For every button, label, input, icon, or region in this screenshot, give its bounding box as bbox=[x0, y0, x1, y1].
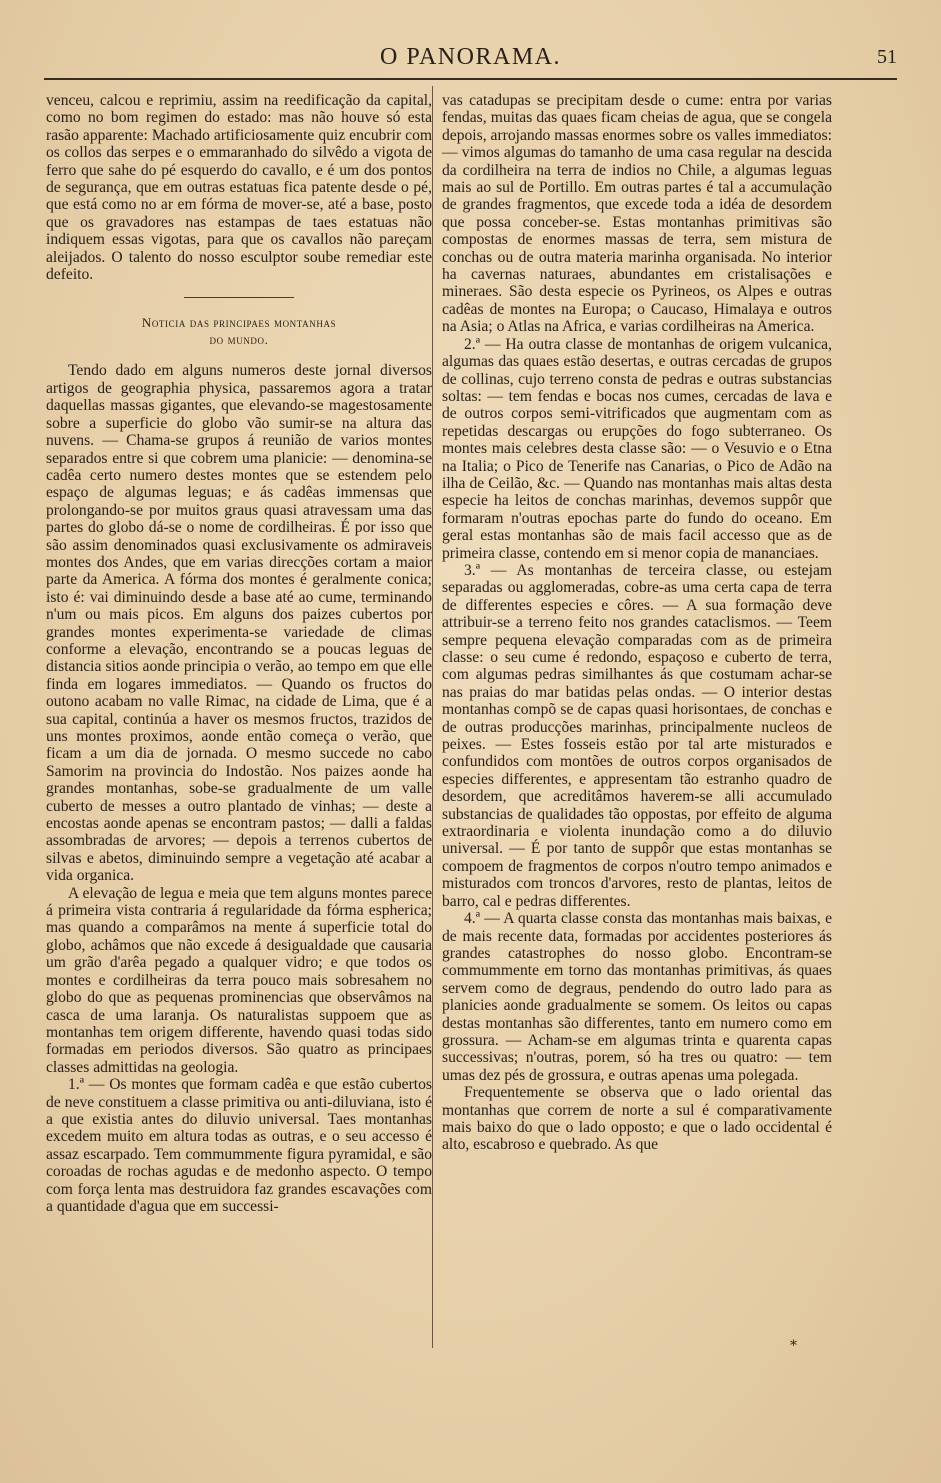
heading-line: Noticia das principaes montanhas bbox=[141, 315, 337, 331]
paragraph: 2.ª — Ha outra classe de montanhas de origem vulcanica, algumas das quaes estão desertas, e outras cercadas de grupos de collinas, cujo terreno consta de pedras e outras substancias soltas: — tem fendas e bocas nos cumes, cercadas de lava e de outros corpos semi-vitrificados que augmentam com as repetidas descargas ou erupções do fogo subterraneo. Os montes mais celebres desta classe são: — o Vesuvio e o Etna na Italia; o Pico de Tenerife nas Canarias, o Pico de Adão na ilha de Ceilão, &c. — Quando nas montanhas mais altas desta especie ha leitos de conchas marinhas, devemos suppôr que formaram n'outras epochas parte do fundo do oceano. Em geral estas montanhas são de mais facil accesso que as de primeira classe, contendo em si menor copia de mananciaes. bbox=[442, 335, 832, 562]
column-divider bbox=[432, 86, 433, 1348]
page-number: 51 bbox=[877, 46, 897, 68]
paragraph: 1.ª — Os montes que formam cadêa e que estão cubertos de neve constituem a classe primitiva ou anti-diluviana, isto é a que existia antes do diluvio universal. Taes montanhas excedem muito em altura todas as outras, e o seu accesso é assaz escarpado. Tem commummente figura pyramidal, e são coroadas de rochas agudas e de medonho aspecto. O tempo com força lenta mas destruidora faz grandes escavações com a quantidade d'agua que em successi- bbox=[46, 1076, 432, 1215]
signature-mark: * bbox=[790, 1338, 797, 1354]
article-heading bbox=[46, 314, 432, 348]
paragraph: 3.ª — As montanhas de terceira classe, ou estejam separadas ou agglomeradas, cobre-as uma certa capa de terra de differentes especies e côres. — A sua formação deve attribuir-se a terreno feito nos grandes cataclismos. — Teem sempre pequena elevação comparadas com as de primeira classe: o seu cume é redondo, espaçoso e cuberto de terra, com algumas pedras similhantes ás que costumam achar-se nas praias do mar batidas pelas ondas. — O interior destas montanhas compõ se de capas quasi horisontaes, de conchas e de outras producções marinhas, principalmente nucleos de peixes. — Estes fosseis estão por tal arte misturados e confundidos com montões de outros corpos organisados de especies differentes, e appresentam tão estranho quadro de desordem, que acreditâmos haverem-se alli accumulado substancias de qualidades tão oppostas, por effeito de alguma extraordinaria e violenta inundação como a do diluvio universal. — É por tanto de suppôr que estas montanhas se compoem de fragmentos de corpos n'outro tempo animados e misturados com troncos d'arvores, resto de plantas, leitos de barro, cal e pedras differentes. bbox=[442, 561, 832, 910]
paragraph: A elevação de legua e meia que tem alguns montes parece á primeira vista contraria á regularidade da fórma espherica; mas quando a comparâmos na mente á superficie total do globo, achâmos que não excede á desigualdade que causaria um grão d'arêa pegado a qualquer vidro; e que todos os montes e cordilheiras da terra pouco mais sobresahem no globo do que as pequenas prominencias que observâmos na casca de uma laranja. Os naturalistas suppoem que as montanhas tem origem differente, havendo quasi todas sido formadas em periodos diversos. São quatro as principaes classes admittidas na geologia. bbox=[46, 884, 432, 1076]
page-header bbox=[44, 44, 897, 74]
heading-line: do mundo. bbox=[209, 332, 269, 348]
section-separator bbox=[184, 297, 294, 298]
right-column bbox=[442, 92, 832, 1154]
paragraph: venceu, calcou e reprimiu, assim na reedificação da capital, como no bom regimen do estado: mas não houve só esta rasão apparente: Machado artificiosamente quiz encubrir com os collos das serpes e o emmaranhado do silvêdo a vigota de ferro que sahe do pé esquerdo do cavallo, e é um dos pontos de segurança, que em outras estatuas fica patente desde o pé, que está como no ar em fórma de mover-se, até a base, posto que os gravadores nas estampas de taes estatuas não indiquem essas vigotas, para que os cavallos não pareçam aleijados. O talento do nosso esculptor soube remediar este defeito. bbox=[46, 92, 432, 284]
paragraph: Tendo dado em alguns numeros deste jornal diversos artigos de geographia physica, passaremos agora a tratar daquellas massas gigantes, que elevando-se magestosamente sobre a superficie do globo vão sumir-se na altura das nuvens. — Chama-se grupos á reunião de varios montes separados entre si que cobrem uma planicie: — denomina-se cadêa certo numero destes montes que se estendem pelo espaço de algumas leguas; e ás cadêas immensas que prolongando-se por muitos graus quasi atravessam uma das partes do globo dá-se o nome de cordilheiras. É por isso que são assim denominados quasi exclusivamente os admiraveis montes dos Andes, que em varias direcções cortam a maior parte da America. A fórma dos montes é geralmente conica; isto é: vai diminuindo desde a base até ao cume, terminando n'um ou mais picos. Em alguns dos paizes cubertos por grandes montes experimenta-se variedade de climas conforme a elevação, encontrando se a poucas leguas de distancia sitios aonde principia o verão, ao tempo em que elle finda em logares immediatos. — Quando os fructos do outono acabam no valle Rimac, na cidade de Lima, que é a sua capital, continúa a haver os mesmos fructos, trazidos de uns montes proximos, aonde então começa o verão, que ficam a um dia de jornada. O mesmo succede no cabo Samorim na provincia do Indostão. Nos paizes aonde ha grandes montanhas, sobe-se gradualmente de um valle cuberto de messes a outro plantado de vinhas; — deste a encostas aonde apenas se encontram pastos; — dalli a faldas assombradas de arvores; — depois a terrenos cubertos de silvas e abetos, diminuindo sempre a vegetação até acabar a vida organica. bbox=[46, 362, 432, 885]
paragraph: Frequentemente se observa que o lado oriental das montanhas que correm de norte a sul é comparativamente mais baixo do que o lado opposto; e que o lado occidental é alto, escabroso e quebrado. As que bbox=[442, 1084, 832, 1154]
paragraph: 4.ª — A quarta classe consta das montanhas mais baixas, e de mais recente data, formadas por accidentes posteriores ás grandes catastrophes do nosso globo. Encontram-se commummente em torno das montanhas primitivas, ás quaes servem como de degraus, pendendo do outro lado para as planicies aonde gradualmente se somem. Os leitos ou capas destas montanhas são differentes, tanto em numero como em grossura. — Acham-se em algumas trinta e quarenta capas successivas; n'outras, porem, só ha tres ou quatro: — tem umas dez pés de grossura, e outras apenas uma polegada. bbox=[442, 910, 832, 1084]
left-column bbox=[46, 92, 432, 1215]
header-rule bbox=[44, 78, 897, 80]
paragraph: vas catadupas se precipitam desde o cume: entra por varias fendas, muitas das quaes ficam cheias de agua, que se congela depois, arrojando massas enormes sobre os valles immediatos: — vimos algumas do tamanho de uma casa regular na descida da cordilheira na terra de indios no Chile, a algumas leguas mais ao sul de Portillo. Em outras partes é tal a accumulação de grandes fragmentos, que excede toda a idéa de desordem que possa conceber-se. Estas montanhas primitivas são compostas de enormes massas de terra, sem mistura de conchas ou de outra materia marinha organisada. No interior ha cavernas naturaes, abundantes em cristalisações e mineraes. São desta especie os Pyrineos, os Alpes e outras cadêas de montes na Europa; o Caucaso, Himalaya e outros na Asia; o Atlas na Africa, e varias cordilheiras na America. bbox=[442, 92, 832, 336]
journal-title: O PANORAMA. bbox=[380, 44, 561, 70]
